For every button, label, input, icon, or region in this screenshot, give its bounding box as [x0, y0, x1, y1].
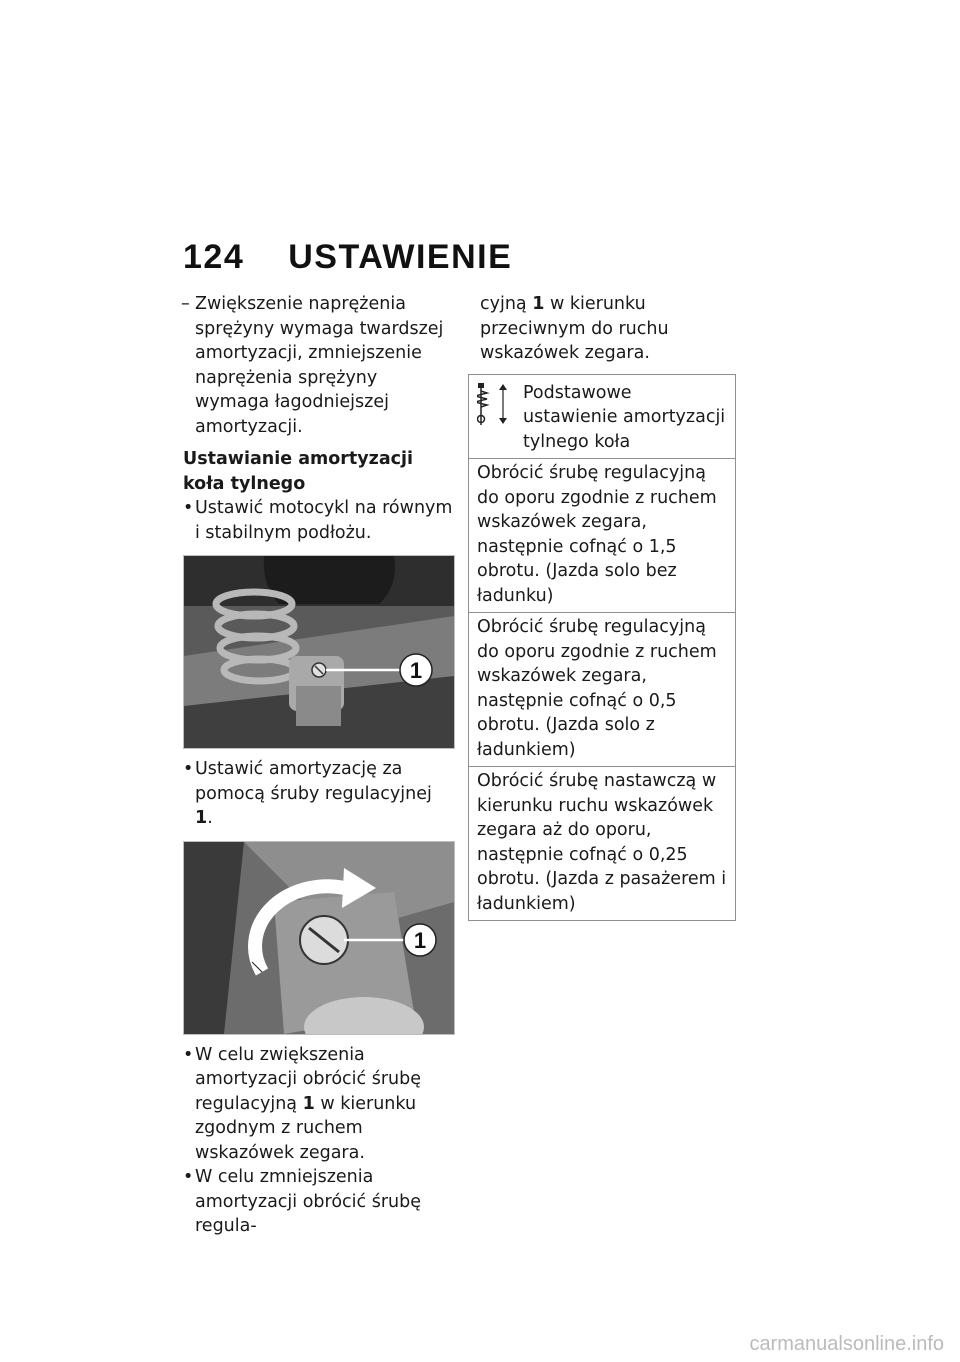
continued-text-end: w kierunku przeciwnym do ruchu wskazówek zegara. [480, 294, 669, 363]
bullet-marker: • [183, 1044, 194, 1065]
bullet-text: W celu zmniejszenia amortyzacji obrócić śrubę regula- [195, 1167, 421, 1236]
bullet-marker: • [183, 498, 194, 518]
section-heading: Ustawianie amortyzacji koła tylnego [183, 449, 414, 494]
dash-item-text: Zwiększenie naprężenia sprężyny wymaga twardszej amortyzacji, zmniejszenie naprężenia sprężyny wymaga łagodniejszej amortyzacji. [195, 294, 444, 437]
bullet-text: Ustawić motocykl na równym i stabilnym podłożu. [195, 498, 453, 543]
right-column [468, 292, 740, 921]
shock-absorber-photo [183, 555, 455, 749]
bullet-text-end: w kierunku zgodnym z ruchem wskazówek zegara. [195, 1093, 417, 1163]
continued-paragraph [468, 292, 740, 366]
callout-number: 1 [413, 927, 427, 953]
bullet-item [183, 496, 455, 545]
reference-number: 1 [302, 1093, 315, 1114]
adjusting-screw-photo [183, 841, 455, 1035]
bullet-text: W celu zwiększenia amortyzacji obrócić śrubę regulacyjną [195, 1044, 421, 1114]
reference-number: 1 [532, 294, 545, 314]
table-cell: Obrócić śrubę nastawczą w kierunku ruchu wskazówek zegara aż do oporu, następnie cofnąć o 0,25 obrotu. (Jazda z pasażerem i ładunkiem) [469, 767, 736, 921]
spring-adjust-icon [477, 381, 515, 455]
continued-text: cyjną [480, 294, 527, 314]
table-row [469, 767, 736, 921]
bullet-marker: • [183, 759, 194, 779]
table-cell: Obrócić śrubę regulacyjną do oporu zgodnie z ruchem wskazówek zegara, następnie cofnąć o 1,5 obrotu. (Jazda solo bez ładunku) [469, 459, 736, 613]
shock-absorber-illustration [184, 556, 454, 748]
table-cell: Obrócić śrubę regulacyjną do oporu zgodnie z ruchem wskazówek zegara, następnie cofnąć o 0,5 obrotu. (Jazda solo z ładunkiem) [469, 613, 736, 767]
bullet-item [183, 1043, 455, 1166]
adjusting-screw-illustration [184, 842, 454, 1034]
callout-number: 1 [409, 658, 423, 683]
bullet-item [183, 757, 455, 831]
dash-list-item [183, 292, 455, 439]
bullet-marker: • [183, 1167, 194, 1187]
page-title: USTAWIENIE [288, 238, 513, 276]
bullet-item [183, 1165, 455, 1239]
settings-table [468, 374, 736, 922]
dash-marker: – [181, 294, 190, 314]
page-number: 124 [183, 238, 245, 276]
table-row [469, 613, 736, 767]
reference-number: 1 [195, 808, 208, 828]
table-row [469, 459, 736, 613]
table-header-text: Podstawowe ustawienie amortyzacji tylnego koła [523, 382, 726, 452]
left-column [183, 292, 455, 1239]
bullet-text: Ustawić amortyzację za pomocą śruby regulacyjnej [195, 759, 432, 804]
bullet-text-end: . [207, 808, 213, 828]
watermark: carmanualsonline.info [749, 1333, 944, 1355]
page-header [183, 238, 512, 277]
table-header-row [469, 374, 736, 459]
